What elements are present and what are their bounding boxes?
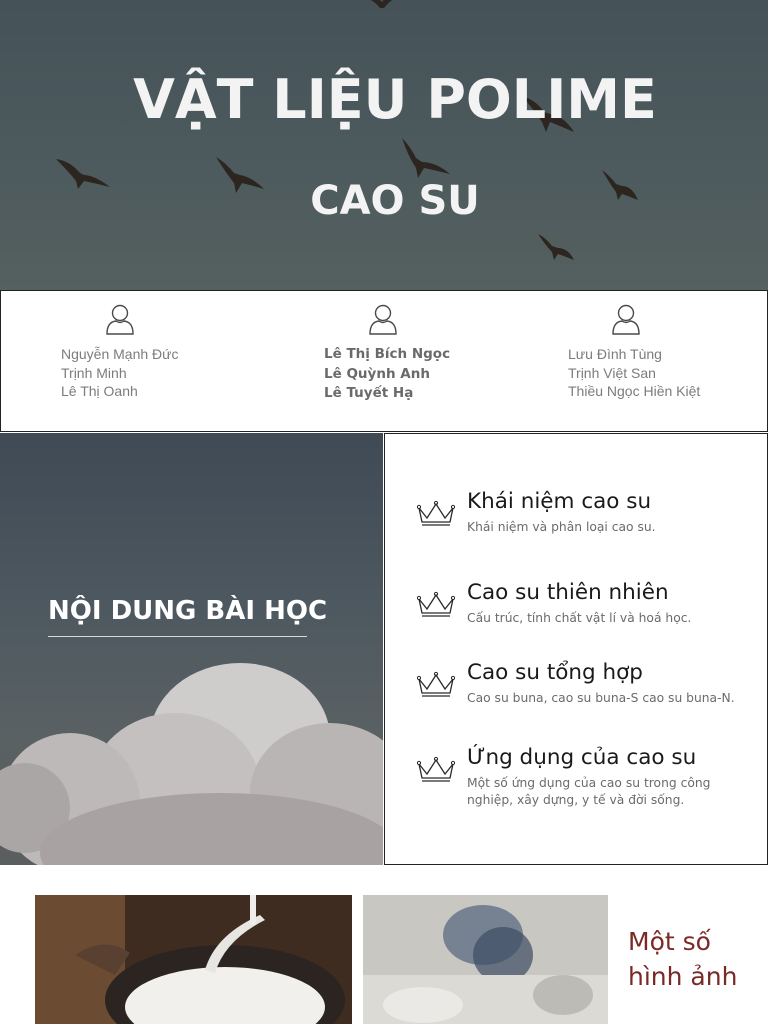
member-names xyxy=(568,345,700,401)
topic-title: Cao su tổng hợp xyxy=(467,660,643,685)
bird-7 xyxy=(536,232,576,262)
presentation-title: VẬT LIỆU POLIME xyxy=(133,68,657,131)
latex-cup-illustration xyxy=(35,895,352,1024)
topic-title: Khái niệm cao su xyxy=(467,489,652,514)
content-slide-background xyxy=(0,433,383,865)
topic-description: Cao su buna, cao su buna-S cao su buna-N. xyxy=(467,691,735,705)
rubber-products-photo xyxy=(363,895,608,1024)
rubber-latex-photo xyxy=(35,895,352,1024)
images-section-title: Một số hình ảnh xyxy=(628,927,738,991)
member-name: Trịnh Minh xyxy=(61,364,127,381)
person-icon xyxy=(105,303,135,335)
crown-icon xyxy=(415,671,457,699)
member-names xyxy=(61,345,179,401)
topic-description: Một số ứng dụng của cao su trong công nghiệp, xây dựng, y tế và đời sống. xyxy=(467,776,711,807)
blurred-products-illustration xyxy=(363,895,608,1024)
member-name: Thiều Ngọc Hiền Kiệt xyxy=(568,383,701,399)
member-name: Nguyễn Mạnh Đức xyxy=(61,346,179,362)
presentation-subtitle: CAO SU xyxy=(310,178,480,224)
section-title: NỘI DUNG BÀI HỌC xyxy=(48,596,328,626)
section-underline xyxy=(48,636,307,637)
topic-title: Ứng dụng của cao su xyxy=(467,745,697,770)
member-name: Trịnh Việt San xyxy=(568,364,656,381)
member-name: Lê Thị Oanh xyxy=(61,383,138,399)
person-icon xyxy=(611,303,641,335)
crown-icon xyxy=(415,756,457,784)
title-slide xyxy=(0,0,768,290)
crown-icon xyxy=(415,500,457,528)
member-name: Lê Thị Bích Ngọc xyxy=(324,346,451,362)
member-name: Lưu Đình Tùng xyxy=(568,346,662,362)
bird-1 xyxy=(360,0,404,12)
topics-panel xyxy=(384,433,768,865)
topic-title: Cao su thiên nhiên xyxy=(467,580,669,605)
member-name: Lê Tuyết Hạ xyxy=(324,385,414,401)
crown-icon xyxy=(415,591,457,619)
bird-4 xyxy=(398,136,452,180)
member-names xyxy=(324,345,450,404)
topic-description: Cấu trúc, tính chất vật lí và hoá học. xyxy=(467,611,692,625)
topic-description: Khái niệm và phân loại cao su. xyxy=(467,520,656,534)
member-name: Lê Quỳnh Anh xyxy=(324,365,430,382)
person-icon xyxy=(368,303,398,335)
members-panel xyxy=(0,290,768,432)
